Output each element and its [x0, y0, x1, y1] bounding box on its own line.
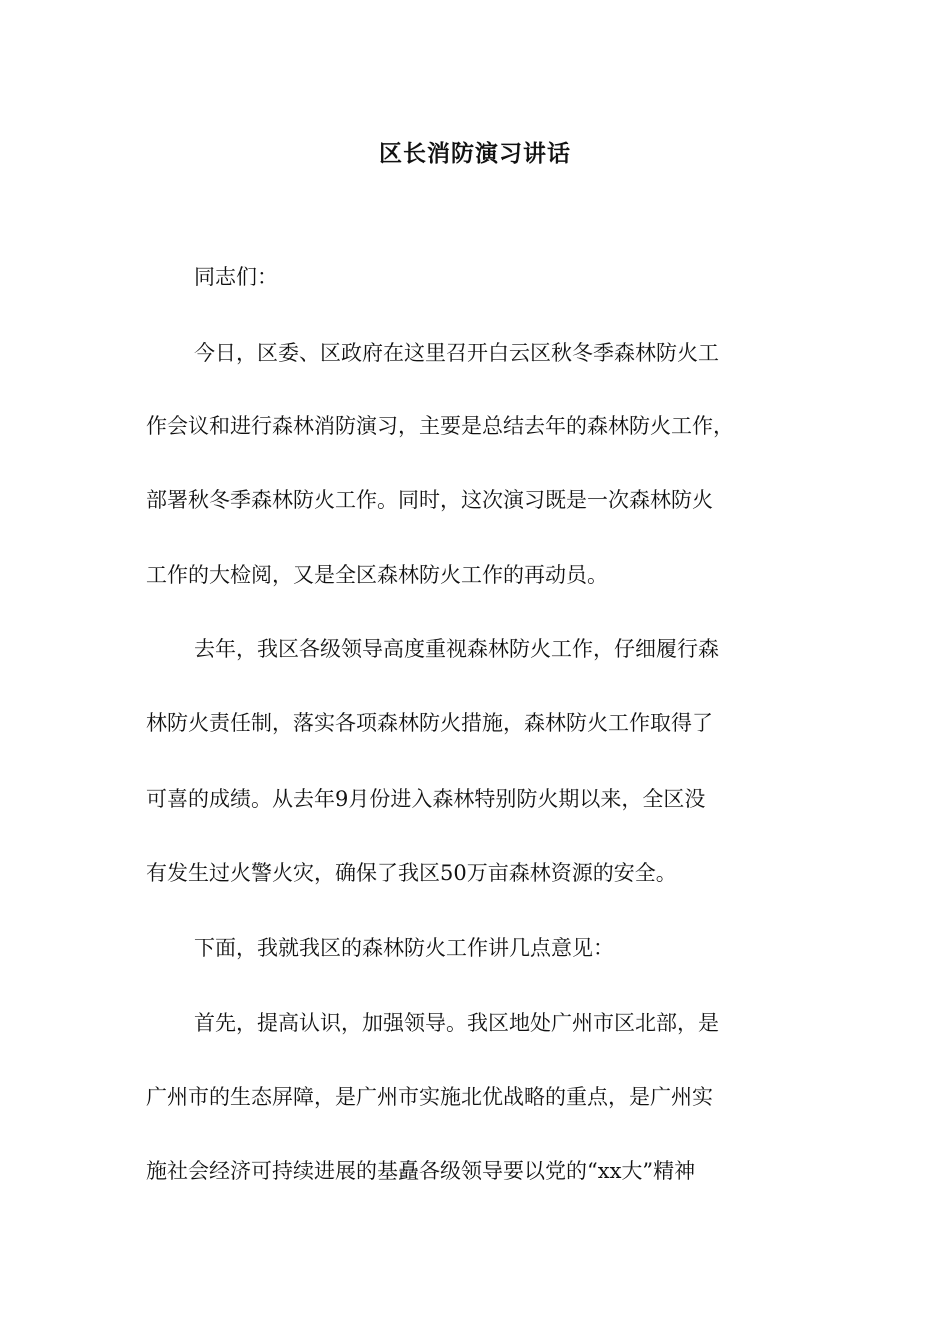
body-line: 今日，区委、区政府在这里召开白云区秋冬季森林防火工 — [194, 341, 719, 365]
body-line: 下面，我就我区的森林防火工作讲几点意见： — [194, 936, 614, 960]
body-line: 林防火责任制，落实各项森林防火措施，森林防火工作取得了 — [146, 711, 713, 735]
body-line: 作会议和进行森林消防演习，主要是总结去年的森林防火工作， — [146, 414, 734, 438]
body-line: 广州市的生态屏障，是广州市实施北优战略的重点，是广州实 — [146, 1085, 713, 1109]
body-line: 去年，我区各级领导高度重视森林防火工作，仔细履行森 — [194, 637, 719, 661]
body-line: 施社会经济可持续进展的基矗各级领导要以党的“xx大”精神 — [146, 1159, 696, 1183]
body-line: 部署秋冬季森林防火工作。同时，这次演习既是一次森林防火 — [146, 488, 713, 512]
body-line: 可喜的成绩。从去年9月份进入森林特别防火期以来，全区没 — [146, 787, 706, 811]
salutation-line: 同志们： — [194, 265, 278, 289]
body-line: 工作的大检阅，又是全区森林防火工作的再动员。 — [146, 563, 608, 587]
document-title: 区长消防演习讲话 — [379, 140, 571, 167]
body-line: 有发生过火警火灾，确保了我区50万亩森林资源的安全。 — [146, 861, 677, 885]
body-line: 首先，提高认识，加强领导。我区地处广州市区北部，是 — [194, 1011, 719, 1035]
